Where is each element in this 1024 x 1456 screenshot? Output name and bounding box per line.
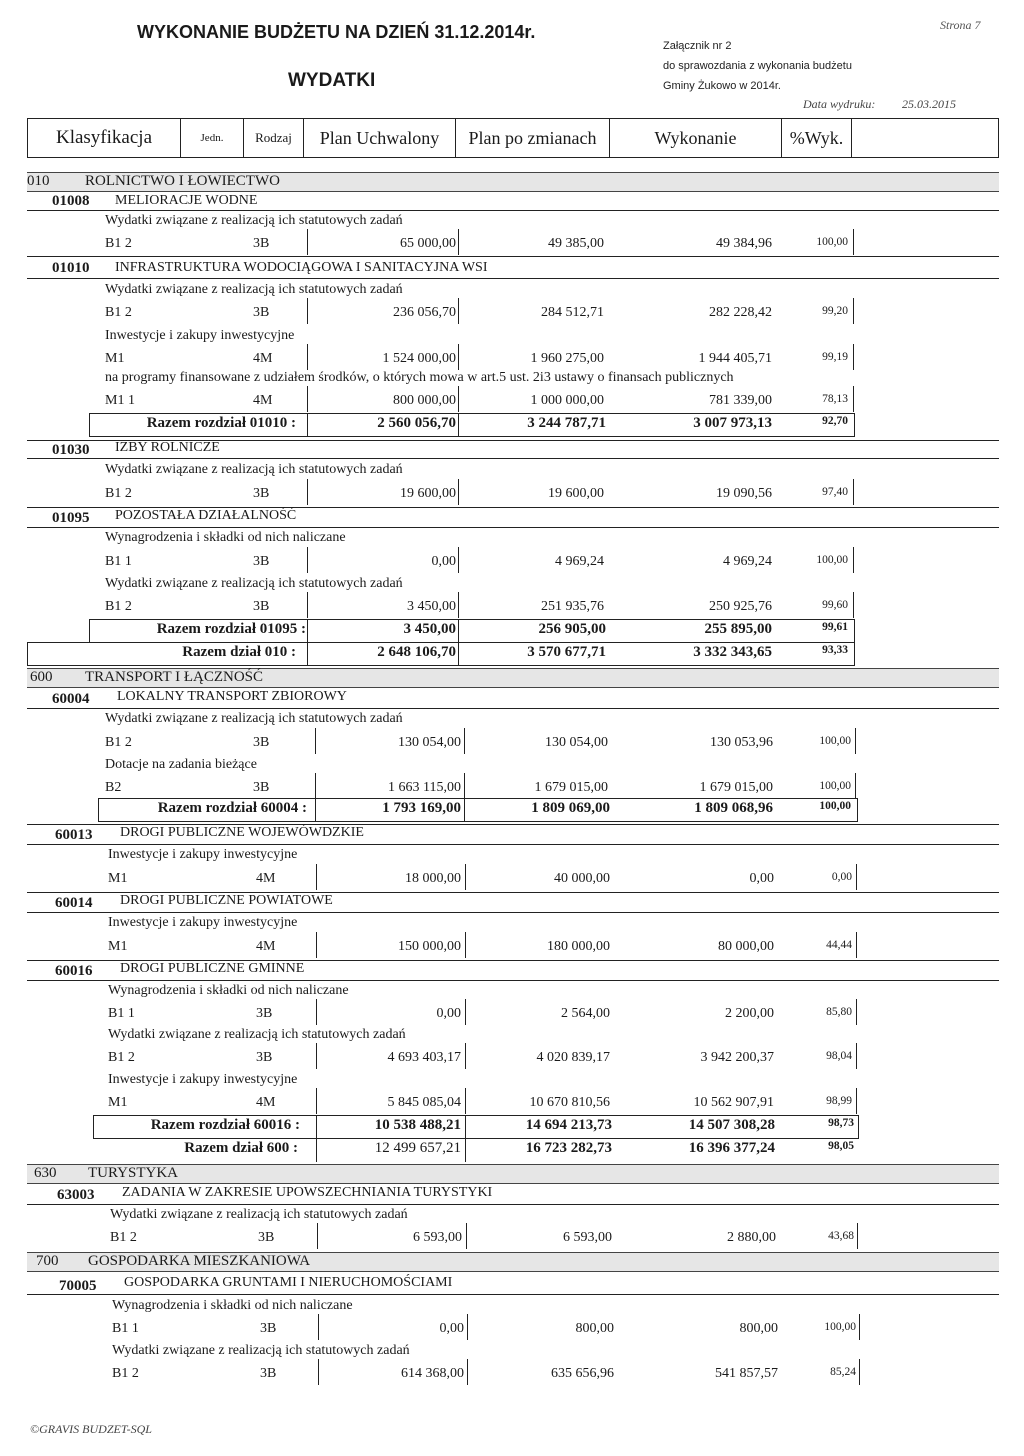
- row-pct: 100,00: [816, 554, 848, 566]
- chapter-code: 01010: [52, 260, 90, 276]
- row-rodzaj: 3B: [253, 735, 270, 750]
- cell-divider: [458, 619, 459, 643]
- row-pct: 43,68: [828, 1230, 854, 1242]
- total-plan: 3 450,00: [403, 621, 456, 637]
- row-pct: 85,24: [830, 1366, 856, 1378]
- chapter-code: 60014: [55, 895, 93, 911]
- row-wykonanie: 282 228,42: [709, 305, 772, 320]
- row-plan: 18 000,00: [405, 871, 461, 886]
- row-pct: 99,20: [822, 305, 848, 317]
- col-wykonanie: Wykonanie: [610, 119, 782, 157]
- row-rodzaj: 3B: [253, 486, 270, 501]
- row-wykonanie: 2 200,00: [725, 1006, 774, 1021]
- report-subtitle: WYDATKI: [288, 70, 376, 91]
- row-pct: 0,00: [831, 871, 852, 883]
- cell-divider: [307, 479, 308, 505]
- total-label: Razem rozdział 60016 :: [150, 1117, 300, 1133]
- row-pct: 100,00: [819, 735, 851, 747]
- row-description: Inwestycje i zakupy inwestycyjne: [108, 847, 298, 862]
- row-rodzaj: 4M: [256, 871, 276, 886]
- row-plan: 614 368,00: [401, 1366, 464, 1381]
- cell-divider: [458, 413, 459, 437]
- row-plan-zm: 2 564,00: [561, 1006, 610, 1021]
- total-plan-zm: 256 905,00: [538, 621, 606, 637]
- cell-divider: [465, 999, 466, 1025]
- cell-divider: [316, 1043, 317, 1069]
- row-plan-zm: 1 960 275,00: [530, 351, 604, 366]
- cell-divider: [853, 229, 854, 255]
- row-wykonanie: 800,00: [739, 1321, 778, 1336]
- row-plan: 65 000,00: [400, 236, 456, 251]
- row-plan: 4 693 403,17: [387, 1050, 461, 1065]
- cell-divider: [856, 999, 857, 1025]
- row-plan-zm: 40 000,00: [554, 871, 610, 886]
- page-number: Strona 7: [940, 18, 981, 32]
- cell-divider: [466, 1223, 467, 1249]
- total-label: Razem rozdział 60004 :: [157, 800, 307, 816]
- divider: [27, 980, 999, 981]
- col-plan-po-zmianach: Plan po zmianach: [456, 119, 610, 157]
- total-label: Razem rozdział 01010 :: [146, 415, 296, 431]
- cell-divider: [307, 642, 308, 666]
- row-rodzaj: 4M: [256, 939, 276, 954]
- total-pct: 92,70: [822, 415, 848, 427]
- cell-divider: [458, 229, 459, 255]
- section-name: TRANSPORT I ŁĄCZNOŚĆ: [85, 669, 264, 685]
- chapter-name: ZADANIA W ZAKRESIE UPOWSZECHNIANIA TURYSTYKI: [122, 1185, 493, 1200]
- cell-divider: [315, 773, 316, 799]
- chapter-name: LOKALNY TRANSPORT ZBIOROWY: [117, 689, 347, 704]
- row-plan: 3 450,00: [407, 599, 456, 614]
- cell-divider: [859, 1359, 860, 1385]
- cell-divider: [315, 798, 316, 822]
- section-code: 700: [36, 1253, 59, 1269]
- row-plan: 800 000,00: [393, 393, 456, 408]
- section-row: [27, 668, 999, 688]
- chapter-name: DROGI PUBLICZNE GMINNE: [120, 961, 305, 976]
- cell-divider: [316, 1088, 317, 1114]
- row-pct: 98,99: [826, 1095, 852, 1107]
- cell-divider: [307, 386, 308, 412]
- total-wykonanie: 3 332 343,65: [693, 644, 772, 660]
- row-jedn: B1 2: [105, 236, 132, 251]
- total-plan: 2 560 056,70: [377, 415, 456, 431]
- row-wykonanie: 1 679 015,00: [699, 780, 773, 795]
- cell-divider: [307, 344, 308, 370]
- row-description: Wydatki związane z realizacją ich statutowych zadań: [105, 462, 403, 477]
- cell-divider: [316, 864, 317, 890]
- section-name: GOSPODARKA MIESZKANIOWA: [88, 1253, 311, 1269]
- row-description: Wydatki związane z realizacją ich statutowych zadań: [110, 1207, 408, 1222]
- cell-divider: [467, 1314, 468, 1340]
- row-plan-zm: 49 385,00: [548, 236, 604, 251]
- row-pct: 44,44: [826, 939, 852, 951]
- divider: [27, 912, 999, 913]
- row-wykonanie: 19 090,56: [716, 486, 772, 501]
- total-plan: 2 648 106,70: [377, 644, 456, 660]
- row-plan: 130 054,00: [398, 735, 461, 750]
- chapter-code: 01095: [52, 510, 90, 526]
- row-wykonanie: 49 384,96: [716, 236, 772, 251]
- row-description: Wydatki związane z realizacją ich statutowych zadań: [112, 1343, 410, 1358]
- cell-divider: [465, 1115, 466, 1139]
- row-pct: 97,40: [822, 486, 848, 498]
- chapter-name: INFRASTRUKTURA WODOCIĄGOWA I SANITACYJNA WSI: [115, 260, 488, 275]
- row-plan-zm: 180 000,00: [547, 939, 610, 954]
- row-description: Wydatki związane z realizacją ich statutowych zadań: [105, 213, 403, 228]
- cell-divider: [467, 1359, 468, 1385]
- row-description: Wynagrodzenia i składki od nich naliczane: [112, 1298, 353, 1313]
- total-plan-zm: 3 244 787,71: [527, 415, 606, 431]
- cell-divider: [465, 1043, 466, 1069]
- row-wykonanie: 3 942 200,37: [700, 1050, 774, 1065]
- row-plan: 1 663 115,00: [388, 780, 461, 795]
- row-description: Wydatki związane z realizacją ich statutowych zadań: [105, 576, 403, 591]
- row-plan: 0,00: [436, 1006, 461, 1021]
- cell-divider: [465, 1138, 466, 1162]
- row-rodzaj: 3B: [260, 1366, 277, 1381]
- row-description: Inwestycje i zakupy inwestycyjne: [108, 1072, 298, 1087]
- section-name: TURYSTYKA: [88, 1165, 179, 1181]
- chapter-code: 60016: [55, 963, 93, 979]
- row-wykonanie: 0,00: [749, 871, 774, 886]
- attachment-line-1: Załącznik nr 2: [663, 40, 732, 52]
- row-jedn: M1: [108, 939, 128, 954]
- total-plan-zm: 16 723 282,73: [525, 1140, 612, 1156]
- cell-divider: [307, 619, 308, 643]
- row-jedn: B1 2: [112, 1366, 139, 1381]
- chapter-code: 60013: [55, 827, 93, 843]
- cell-divider: [856, 1088, 857, 1114]
- section-code: 010: [27, 173, 50, 189]
- row-jedn: B1 2: [105, 305, 132, 320]
- row-rodzaj: 3B: [253, 599, 270, 614]
- row-rodzaj: 4M: [256, 1095, 276, 1110]
- row-plan-zm: 4 969,24: [555, 554, 604, 569]
- total-label: Razem dział 600 :: [184, 1140, 298, 1156]
- total-wykonanie: 1 809 068,96: [694, 800, 773, 816]
- row-description: na programy finansowane z udziałem środków, o których mowa w art.5 ust. 2i3 ustawy o finansach publicznych: [105, 370, 734, 385]
- total-pct: 98,73: [828, 1117, 854, 1129]
- row-pct: 78,13: [822, 393, 848, 405]
- total-wykonanie: 255 895,00: [704, 621, 772, 637]
- row-pct: 98,04: [826, 1050, 852, 1062]
- cell-divider: [855, 773, 856, 799]
- row-rodzaj: 3B: [253, 305, 270, 320]
- cell-divider: [307, 547, 308, 573]
- attachment-line-2: do sprawozdania z wykonania budżetu: [663, 60, 852, 72]
- cell-divider: [307, 298, 308, 324]
- chapter-code: 70005: [59, 1278, 97, 1294]
- row-jedn: B1 1: [105, 554, 132, 569]
- row-description: Dotacje na zadania bieżące: [105, 757, 257, 772]
- row-description: Wynagrodzenia i składki od nich naliczane: [108, 983, 349, 998]
- attachment-line-3: Gminy Żukowo w 2014r.: [663, 80, 781, 92]
- row-plan-zm: 284 512,71: [541, 305, 604, 320]
- chapter-name: DROGI PUBLICZNE POWIATOWE: [120, 893, 333, 908]
- row-plan: 5 845 085,04: [387, 1095, 461, 1110]
- total-wykonanie: 3 007 973,13: [693, 415, 772, 431]
- report-title: WYKONANIE BUDŻETU NA DZIEŃ 31.12.2014r.: [137, 22, 536, 42]
- total-wykonanie: 14 507 308,28: [688, 1117, 775, 1133]
- chapter-name: DROGI PUBLICZNE WOJEWÓWDZKIE: [120, 825, 364, 840]
- row-jedn: B1 2: [105, 735, 132, 750]
- row-wykonanie: 80 000,00: [718, 939, 774, 954]
- cell-divider: [458, 479, 459, 505]
- row-plan: 150 000,00: [398, 939, 461, 954]
- total-wykonanie: 16 396 377,24: [688, 1140, 775, 1156]
- cell-divider: [316, 1115, 317, 1139]
- section-name: ROLNICTWO I ŁOWIECTWO: [85, 173, 280, 189]
- cell-divider: [859, 1314, 860, 1340]
- cell-divider: [307, 229, 308, 255]
- row-description: Inwestycje i zakupy inwestycyjne: [108, 915, 298, 930]
- section-row: [27, 1252, 999, 1272]
- cell-divider: [465, 864, 466, 890]
- divider: [27, 256, 999, 257]
- row-plan: 1 524 000,00: [382, 351, 456, 366]
- col-rodzaj: Rodzaj: [244, 119, 304, 157]
- row-plan-zm: 635 656,96: [551, 1366, 614, 1381]
- row-jedn: M1: [105, 351, 125, 366]
- row-wykonanie: 2 880,00: [727, 1230, 776, 1245]
- chapter-name: POZOSTAŁA DZIAŁALNOŚĆ: [115, 508, 297, 523]
- cell-divider: [853, 386, 854, 412]
- divider: [27, 210, 999, 211]
- table-header: [27, 118, 999, 158]
- cell-divider: [458, 592, 459, 618]
- cell-divider: [855, 728, 856, 754]
- cell-divider: [856, 864, 857, 890]
- row-rodzaj: 3B: [256, 1050, 273, 1065]
- cell-divider: [316, 1138, 317, 1162]
- row-jedn: B1 2: [105, 486, 132, 501]
- row-wykonanie: 250 925,76: [709, 599, 772, 614]
- section-code: 600: [30, 669, 53, 685]
- total-plan: 10 538 488,21: [374, 1117, 461, 1133]
- row-plan: 0,00: [439, 1321, 464, 1336]
- cell-divider: [316, 932, 317, 958]
- cell-divider: [307, 413, 308, 437]
- section-code: 630: [34, 1165, 57, 1181]
- total-plan-zm: 3 570 677,71: [527, 644, 606, 660]
- row-pct: 99,19: [822, 351, 848, 363]
- footer-copyright: ©GRAVIS BUDZET-SQL: [30, 1422, 152, 1436]
- cell-divider: [458, 344, 459, 370]
- divider: [27, 1294, 999, 1295]
- row-plan-zm: 4 020 839,17: [536, 1050, 610, 1065]
- divider: [27, 708, 999, 709]
- total-label: Razem dział 010 :: [182, 644, 296, 660]
- cell-divider: [853, 479, 854, 505]
- total-pct: 93,33: [822, 644, 848, 656]
- row-jedn: B1 1: [108, 1006, 135, 1021]
- cell-divider: [856, 932, 857, 958]
- cell-divider: [853, 344, 854, 370]
- col-jedn: Jedn.: [181, 119, 244, 157]
- col-klasyfikacja: Klasyfikacja: [28, 119, 181, 157]
- divider: [27, 1204, 999, 1205]
- cell-divider: [318, 1359, 319, 1385]
- cell-divider: [317, 1223, 318, 1249]
- row-plan: 6 593,00: [413, 1230, 462, 1245]
- row-rodzaj: 3B: [256, 1006, 273, 1021]
- row-pct: 100,00: [819, 780, 851, 792]
- row-jedn: M1 1: [105, 393, 135, 408]
- cell-divider: [307, 592, 308, 618]
- cell-divider: [853, 298, 854, 324]
- divider: [27, 844, 999, 845]
- chapter-name: GOSPODARKA GRUNTAMI I NIERUCHOMOŚCIAMI: [124, 1275, 453, 1290]
- chapter-name: MELIORACJE WODNE: [115, 193, 258, 208]
- row-description: Wydatki związane z realizacją ich statutowych zadań: [105, 711, 403, 726]
- divider: [27, 458, 999, 459]
- total-pct: 100,00: [819, 800, 851, 812]
- row-rodzaj: 4M: [253, 393, 273, 408]
- total-pct: 99,61: [822, 621, 848, 633]
- cell-divider: [857, 1223, 858, 1249]
- row-plan-zm: 10 670 810,56: [529, 1095, 610, 1110]
- cell-divider: [458, 547, 459, 573]
- total-plan-zm: 1 809 069,00: [531, 800, 610, 816]
- row-wykonanie: 130 053,96: [710, 735, 773, 750]
- divider: [27, 278, 999, 279]
- section-row: [27, 172, 999, 192]
- row-rodzaj: 3B: [258, 1230, 275, 1245]
- row-jedn: M1: [108, 871, 128, 886]
- row-description: Wydatki związane z realizacją ich statutowych zadań: [105, 282, 403, 297]
- print-date-label: Data wydruku:: [803, 97, 876, 111]
- row-jedn: B1 2: [110, 1230, 137, 1245]
- row-wykonanie: 541 857,57: [715, 1366, 778, 1381]
- row-jedn: B2: [105, 780, 122, 795]
- row-plan-zm: 6 593,00: [563, 1230, 612, 1245]
- section-row: [27, 1164, 999, 1184]
- total-plan: 12 499 657,21: [374, 1140, 461, 1156]
- total-pct: 98,05: [828, 1140, 854, 1152]
- cell-divider: [856, 1043, 857, 1069]
- row-plan: 19 600,00: [400, 486, 456, 501]
- row-jedn: B1 1: [112, 1321, 139, 1336]
- cell-divider: [853, 592, 854, 618]
- row-pct: 100,00: [816, 236, 848, 248]
- divider: [27, 527, 999, 528]
- total-plan-zm: 14 694 213,73: [525, 1117, 612, 1133]
- row-rodzaj: 3B: [253, 236, 270, 251]
- cell-divider: [464, 798, 465, 822]
- cell-divider: [316, 999, 317, 1025]
- row-rodzaj: 3B: [260, 1321, 277, 1336]
- total-plan: 1 793 169,00: [382, 800, 461, 816]
- row-plan-zm: 251 935,76: [541, 599, 604, 614]
- row-jedn: B1 2: [108, 1050, 135, 1065]
- chapter-code: 01030: [52, 442, 90, 458]
- chapter-code: 63003: [57, 1187, 95, 1203]
- cell-divider: [464, 728, 465, 754]
- row-description: Wydatki związane z realizacją ich statutowych zadań: [108, 1027, 406, 1042]
- row-plan-zm: 800,00: [575, 1321, 614, 1336]
- row-pct: 99,60: [822, 599, 848, 611]
- row-plan-zm: 1 000 000,00: [530, 393, 604, 408]
- cell-divider: [458, 386, 459, 412]
- row-pct: 100,00: [824, 1321, 856, 1333]
- cell-divider: [458, 642, 459, 666]
- row-rodzaj: 3B: [253, 780, 270, 795]
- row-plan: 236 056,70: [393, 305, 456, 320]
- row-jedn: M1: [108, 1095, 128, 1110]
- col-plan-uchwalony: Plan Uchwalony: [304, 119, 456, 157]
- row-pct: 85,80: [826, 1006, 852, 1018]
- cell-divider: [458, 298, 459, 324]
- total-label: Razem rozdział 01095 :: [156, 621, 306, 637]
- cell-divider: [315, 728, 316, 754]
- row-plan-zm: 19 600,00: [548, 486, 604, 501]
- chapter-name: IZBY ROLNICZE: [115, 440, 220, 455]
- row-plan-zm: 130 054,00: [545, 735, 608, 750]
- cell-divider: [465, 1088, 466, 1114]
- row-wykonanie: 10 562 907,91: [693, 1095, 774, 1110]
- row-description: Inwestycje i zakupy inwestycyjne: [105, 328, 295, 343]
- row-rodzaj: 4M: [253, 351, 273, 366]
- row-plan: 0,00: [431, 554, 456, 569]
- row-wykonanie: 1 944 405,71: [698, 351, 772, 366]
- print-date: 25.03.2015: [902, 97, 956, 111]
- row-wykonanie: 4 969,24: [723, 554, 772, 569]
- cell-divider: [853, 547, 854, 573]
- row-plan-zm: 1 679 015,00: [534, 780, 608, 795]
- cell-divider: [464, 773, 465, 799]
- chapter-code: 01008: [52, 193, 90, 209]
- chapter-code: 60004: [52, 691, 90, 707]
- row-description: Wynagrodzenia i składki od nich naliczane: [105, 530, 346, 545]
- row-rodzaj: 3B: [253, 554, 270, 569]
- cell-divider: [465, 932, 466, 958]
- row-wykonanie: 781 339,00: [709, 393, 772, 408]
- row-jedn: B1 2: [105, 599, 132, 614]
- col-pct-wyk: %Wyk.: [782, 119, 852, 157]
- cell-divider: [318, 1314, 319, 1340]
